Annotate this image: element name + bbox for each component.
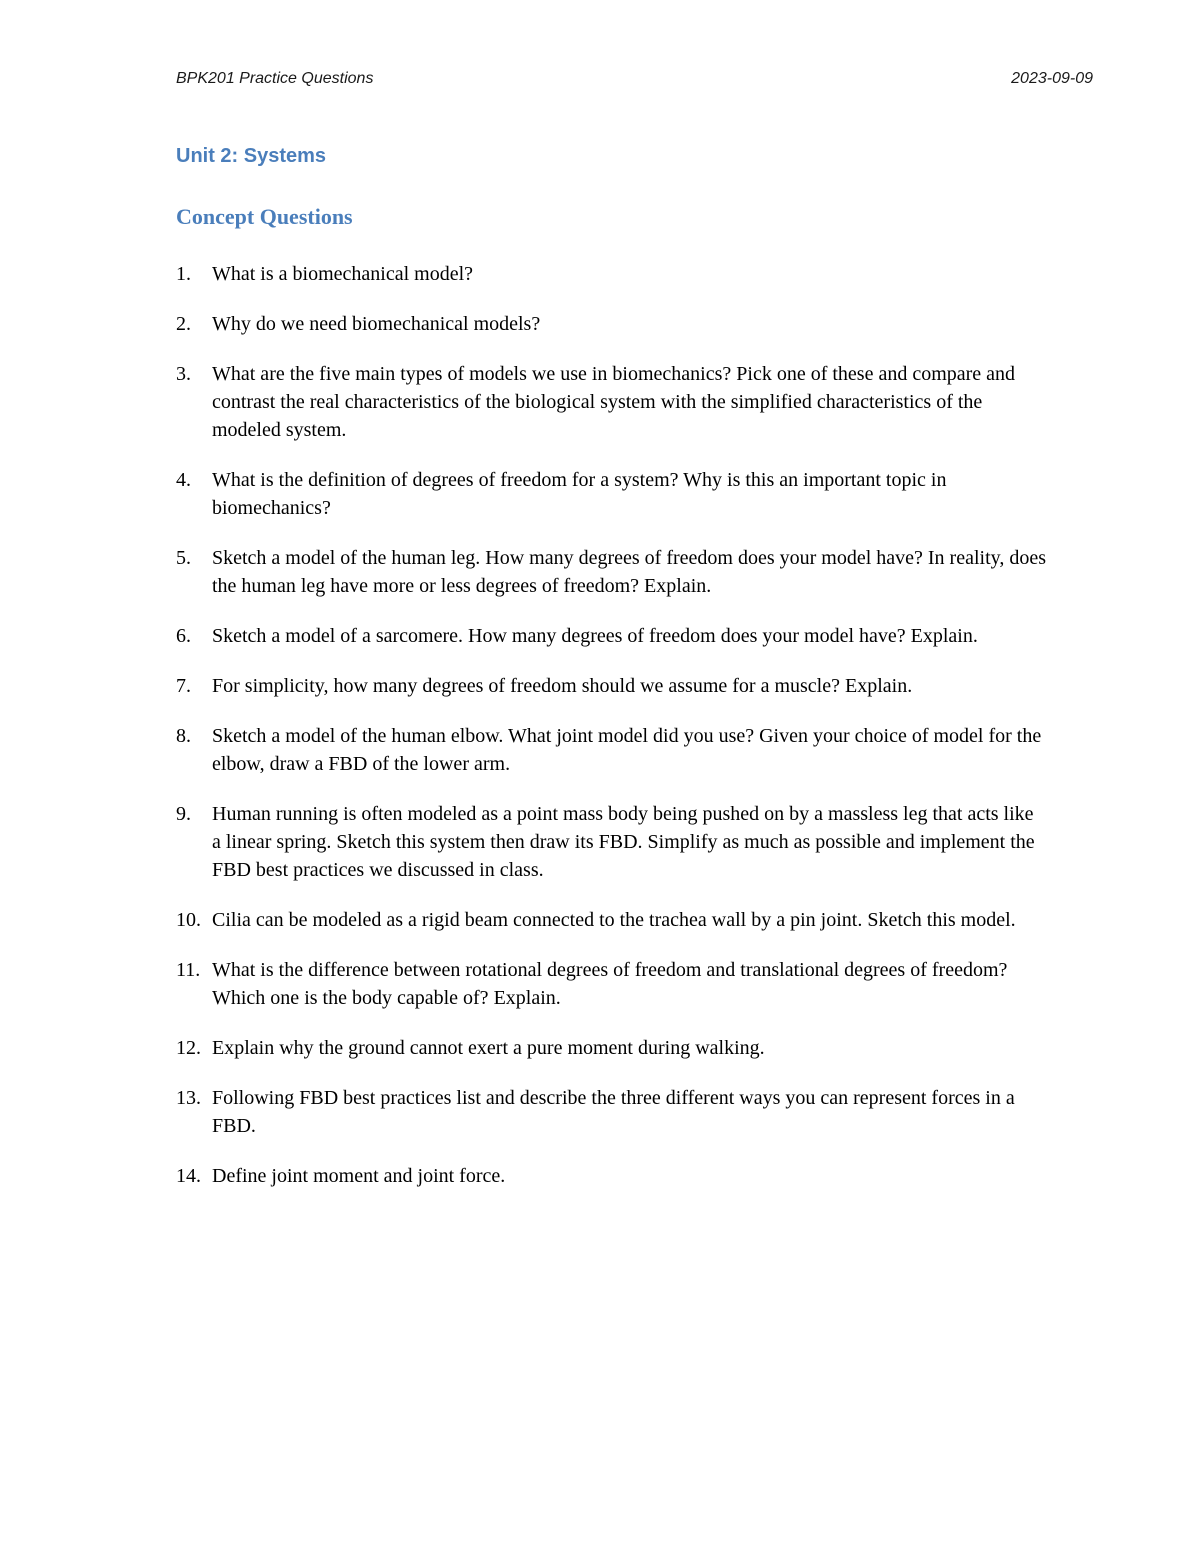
question-text: What is the difference between rotational degrees of freedom and translational degrees of freedom? Which one is the body capable of? Explain. [212,959,1008,1009]
question-item [176,722,1046,778]
question-text: What is a biomechanical model? [212,263,474,285]
question-number: 7. [176,675,191,697]
question-number: 4. [176,469,191,491]
document-date: 2023-09-09 [1011,70,1093,87]
question-item [176,672,1046,700]
question-item [176,260,1046,288]
question-item [176,310,1046,338]
question-item [176,544,1046,600]
question-number: 2. [176,313,191,335]
question-text: Following FBD best practices list and describe the three different ways you can represent forces in a FBD. [212,1087,1015,1137]
question-text: Sketch a model of the human leg. How many degrees of freedom does your model have? In reality, does the human leg have more or less degrees of freedom? Explain. [212,547,1046,597]
question-item [176,906,1046,934]
question-number: 6. [176,625,191,647]
question-number: 14. [176,1165,201,1187]
question-number: 1. [176,263,191,285]
question-text: Why do we need biomechanical models? [212,313,541,335]
question-item [176,1034,1046,1062]
question-text: Human running is often modeled as a point mass body being pushed on by a massless leg that acts like a linear spring. Sketch this system then draw its FBD. Simplify as much as possible and implement the FBD best practices we discussed in class. [212,803,1035,881]
question-item [176,800,1046,884]
document-title: BPK201 Practice Questions [176,70,374,87]
question-text: Cilia can be modeled as a rigid beam connected to the trachea wall by a pin joint. Sketch this model. [212,909,1016,931]
question-item [176,1162,1046,1190]
question-number: 8. [176,725,191,747]
question-number: 12. [176,1037,201,1059]
section-title: Concept Questions [176,204,353,229]
page-header [176,70,1093,94]
question-number: 11. [176,959,201,981]
question-text: What are the five main types of models we use in biomechanics? Pick one of these and compare and contrast the real characteristics of the biological system with the simplified characteristics of the modeled system. [212,363,1016,441]
question-text: What is the definition of degrees of freedom for a system? Why is this an important topic in biomechanics? [212,469,947,519]
question-text: For simplicity, how many degrees of freedom should we assume for a muscle? Explain. [212,675,913,697]
question-number: 10. [176,909,201,931]
question-item [176,956,1046,1012]
question-number: 13. [176,1087,201,1109]
question-text: Define joint moment and joint force. [212,1165,506,1187]
question-text: Sketch a model of the human elbow. What joint model did you use? Given your choice of model for the elbow, draw a FBD of the lower arm. [212,725,1042,775]
question-list [176,260,1046,1212]
question-text: Explain why the ground cannot exert a pure moment during walking. [212,1037,765,1059]
question-text: Sketch a model of a sarcomere. How many degrees of freedom does your model have? Explain. [212,625,978,647]
question-item [176,1084,1046,1140]
question-item [176,622,1046,650]
question-item [176,360,1046,444]
unit-title: Unit 2: Systems [176,145,327,167]
question-number: 3. [176,363,191,385]
question-item [176,466,1046,522]
question-number: 9. [176,803,191,825]
question-number: 5. [176,547,191,569]
